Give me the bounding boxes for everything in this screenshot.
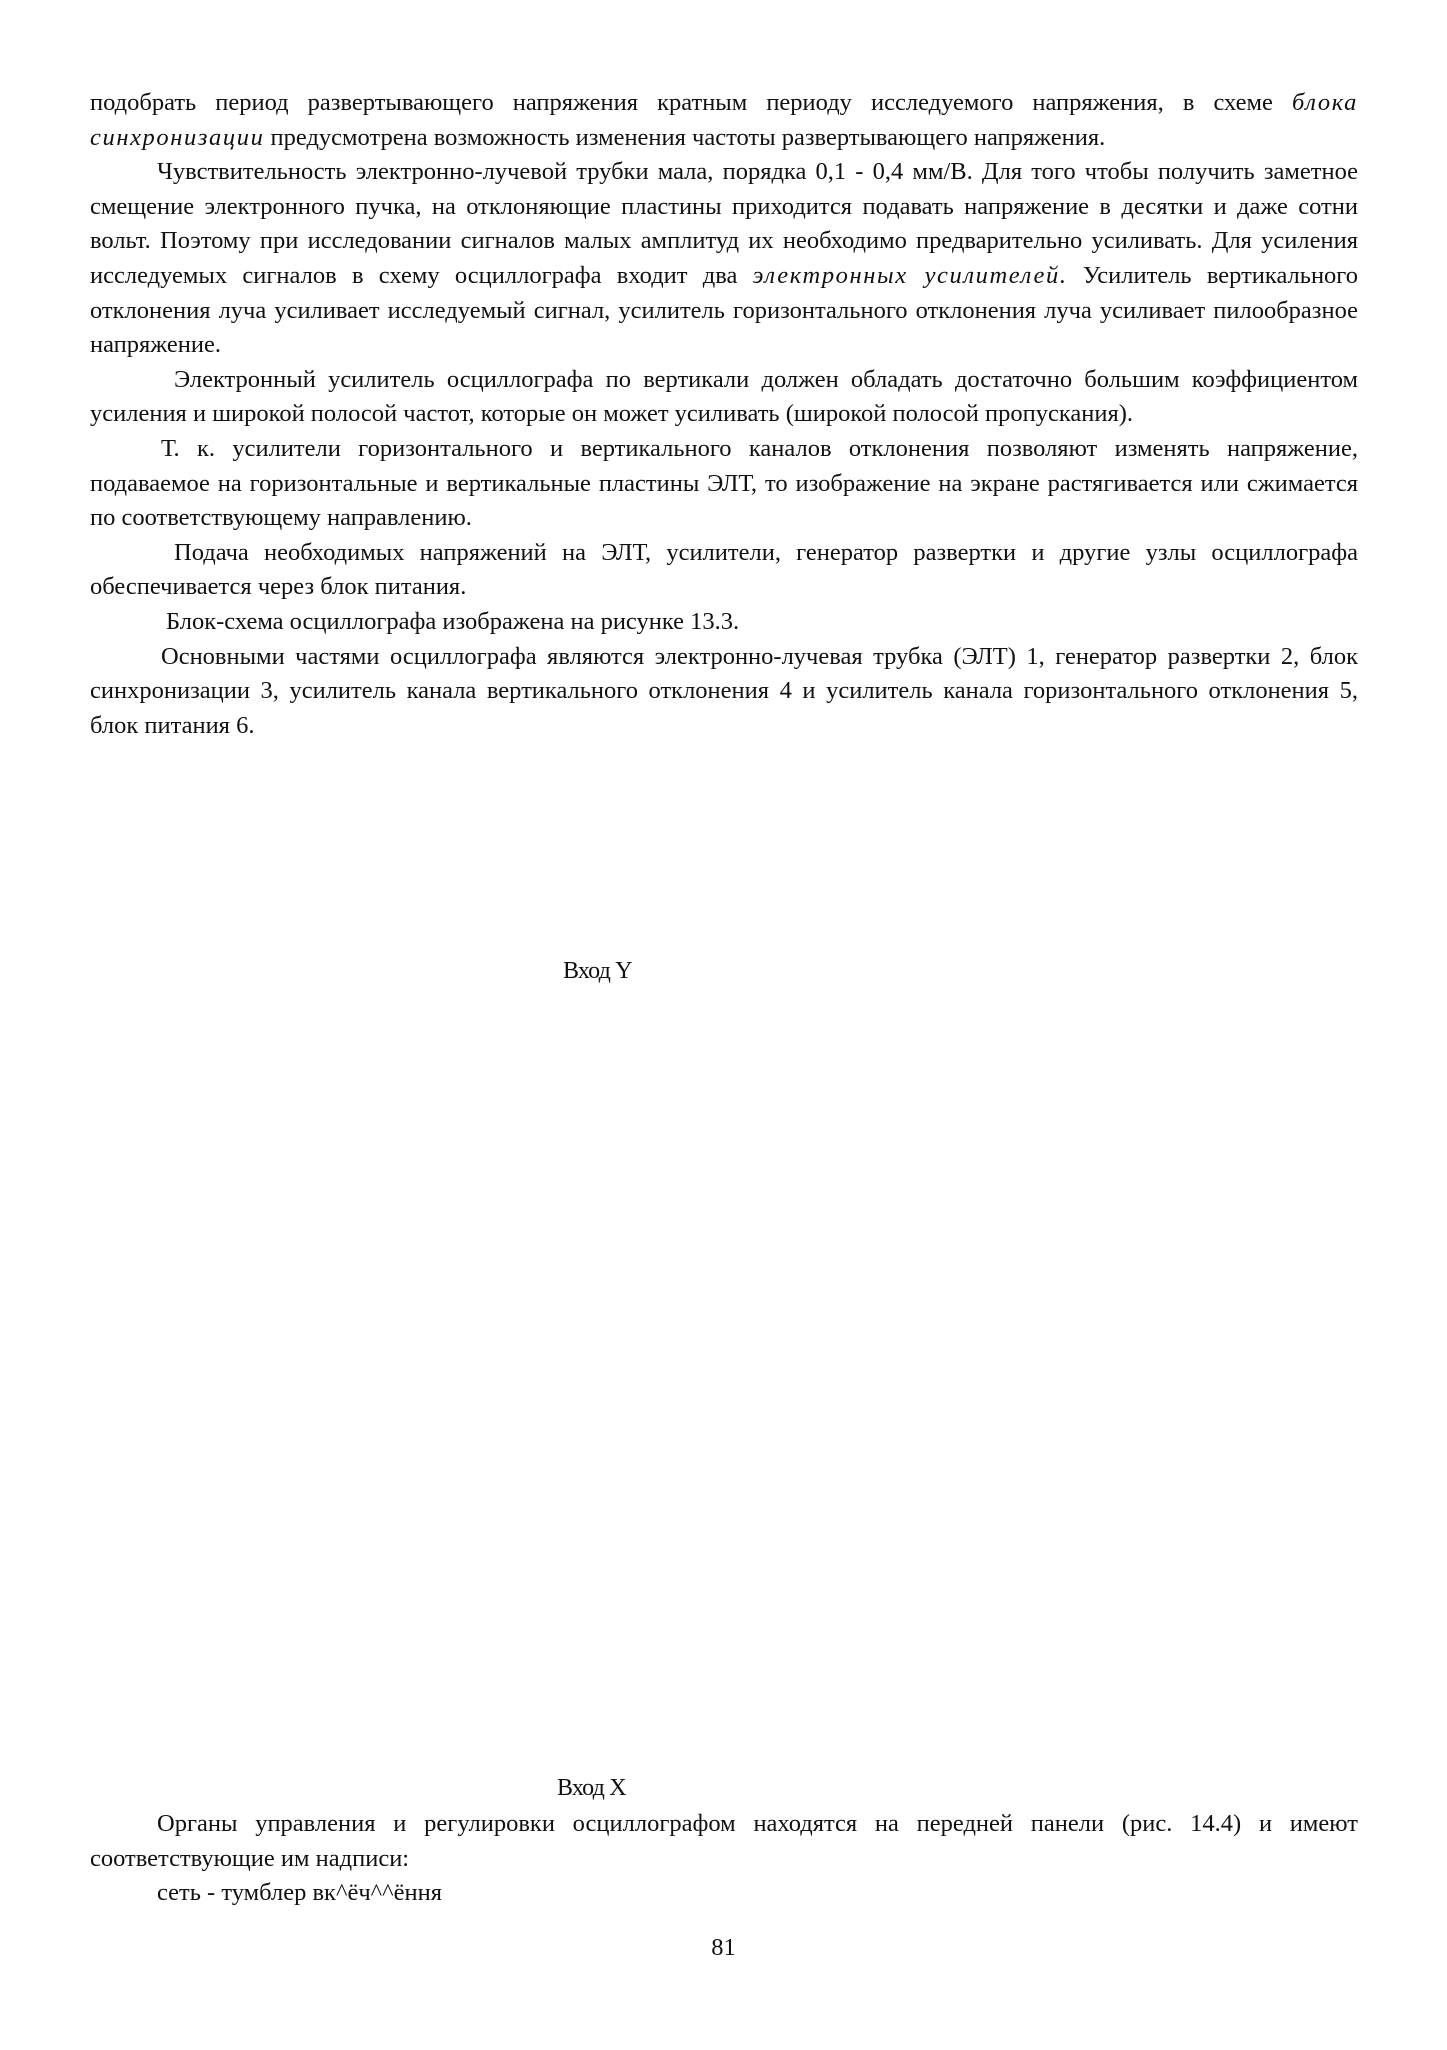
figure-label-input-x: Вход X xyxy=(557,1775,626,1801)
paragraph-8: Органы управления и регулировки осциллографом находятся на передней панели (рис. 14.4) и имеют соответствующие им надписи: xyxy=(90,1810,1358,1872)
paragraph-1-end: предусмотрена возможность изменения частоты развертывающего напряжения. xyxy=(264,123,1106,151)
paragraph-6: Блок-схема осциллографа изображена на рисунке 13.3. xyxy=(166,607,740,635)
figure-label-input-y: Вход Y xyxy=(563,958,632,984)
paragraph-2 xyxy=(90,155,1358,363)
bottom-text xyxy=(90,1807,1358,1911)
paragraph-4: Т. к. усилители горизонтального и вертикального каналов отклонения позволяют изменять напряжение, подаваемое на горизонтальные и вертикальные пластины ЭЛТ, то изображение на экране растягивается или сжимается по соответствующему направлению. xyxy=(90,434,1358,532)
body-text xyxy=(90,86,1358,743)
paragraph-2-end: Усилитель вертикального отклонения луча усиливает исследуемый сигнал, усилитель горизонтального отклонения луча усиливает пилообразное напряжение. xyxy=(90,261,1358,359)
paragraph-1-emphasis: блока синхронизации xyxy=(90,89,1358,151)
paragraph-9: сеть - тумблер вк^ёч^^ёння xyxy=(157,1879,443,1907)
paragraph-1 xyxy=(90,86,1358,155)
paragraph-2-start: Чувствительность электронно-лучевой трубки мала, порядка 0,1 - 0,4 мм/В. Для того чтобы получить заметное смещение электронного пучка, на отклоняющие пластины приходится подавать напряжение в десятки и даже сотни вольт. Поэтому при исследовании сигналов малых амплитуд их необходимо предварительно усиливать. Для усиления исследуемых сигналов в схему осциллографа входит два xyxy=(90,158,1358,289)
paragraph-5: Подача необходимых напряжений на ЭЛТ, усилители, генератор развертки и другие узлы осциллографа обеспечивается через блок питания. xyxy=(90,538,1358,601)
paragraph-3: Электронный усилитель осциллографа по вертикали должен обладать достаточно большим коэффициентом усиления и широкой полосой частот, которые он может усиливать (широкой полосой пропускания). xyxy=(90,365,1358,428)
page-number: 81 xyxy=(711,1934,736,1961)
paragraph-1-start: подобрать период развертывающего напряжения кратным периоду исследуемого напряжения, в схеме xyxy=(90,89,1292,116)
paragraph-7: Основными частями осциллографа являются электронно-лучевая трубка (ЭЛТ) 1, генератор развертки 2, блок синхронизации 3, усилитель канала вертикального отклонения 4 и усилитель канала горизонтального отклонения 5, блок питания 6. xyxy=(90,642,1358,739)
figure-area xyxy=(90,930,1358,1830)
paragraph-2-emphasis: электронных усилителей. xyxy=(752,261,1068,289)
